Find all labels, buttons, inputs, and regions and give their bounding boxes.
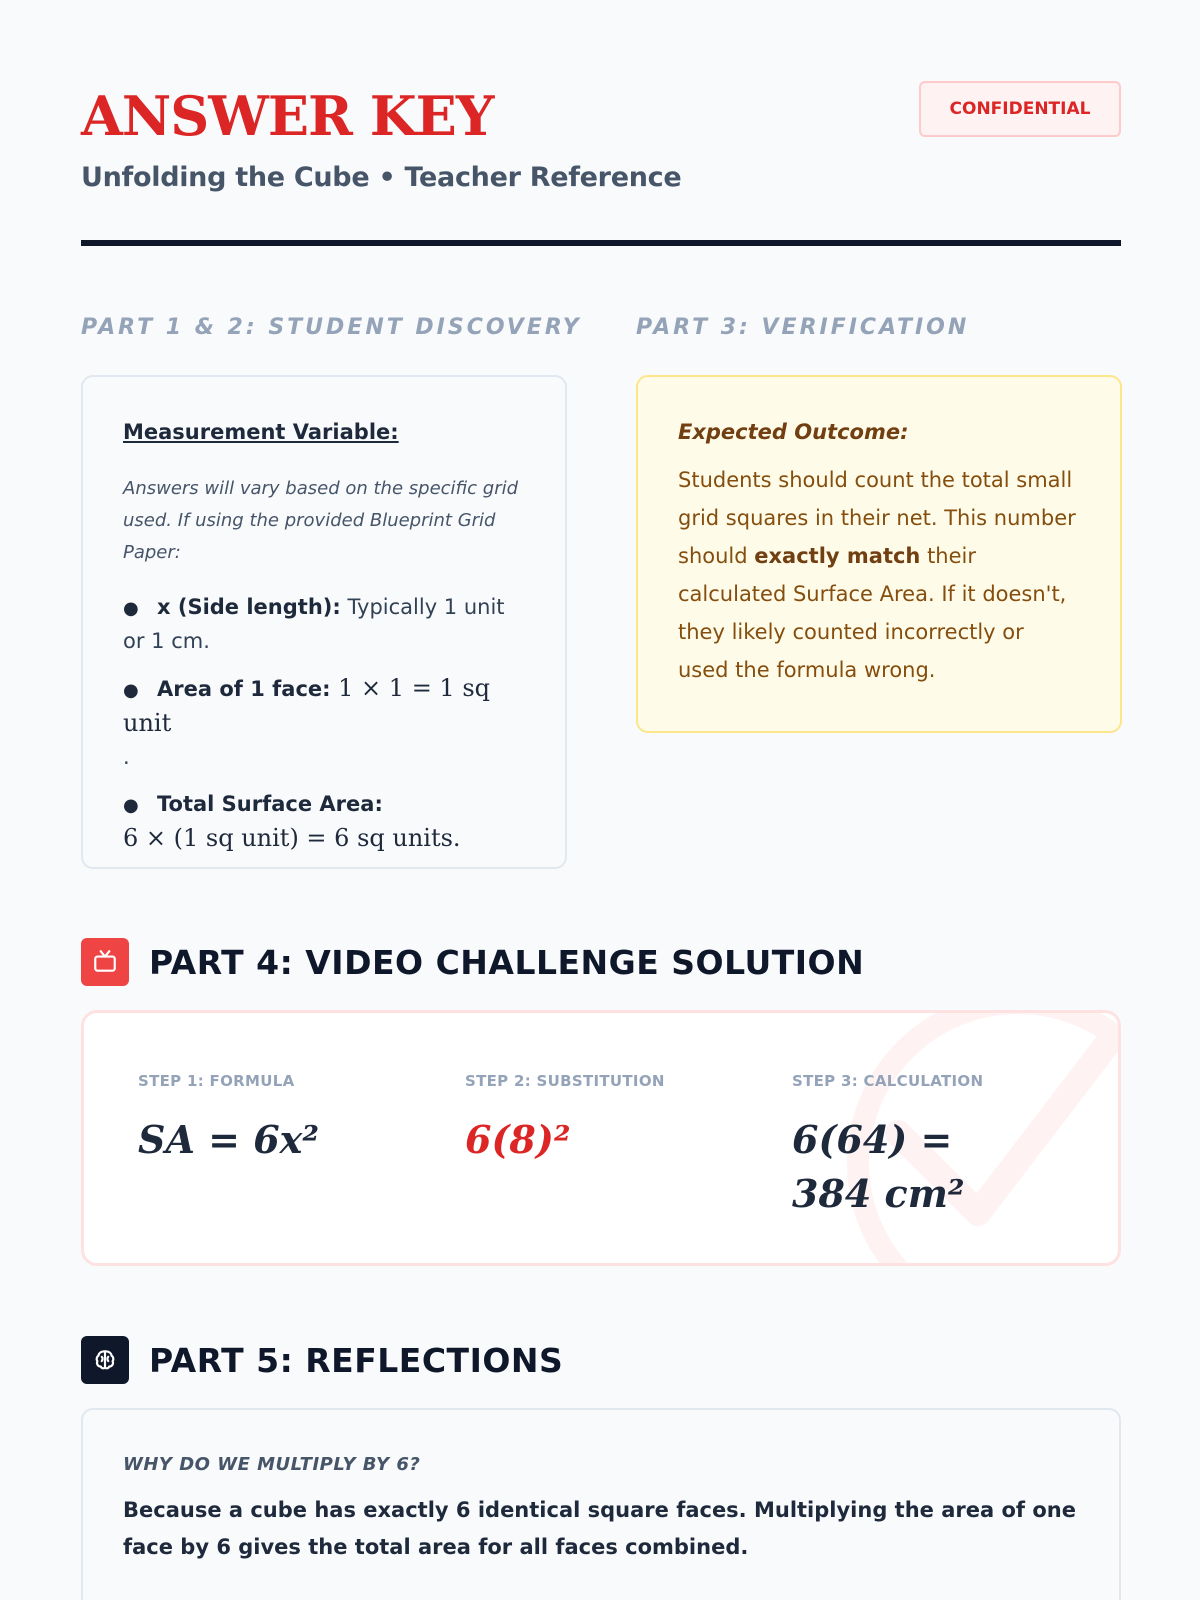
step-label: STEP 2: SUBSTITUTION bbox=[465, 1072, 665, 1090]
step-label: STEP 3: CALCULATION bbox=[792, 1072, 984, 1090]
list-item bbox=[123, 591, 525, 658]
step-calculation bbox=[792, 1071, 1032, 1221]
bullet-icon: ● bbox=[123, 795, 139, 816]
bullet-label: Area of 1 face: bbox=[157, 677, 331, 701]
bullet-icon: ● bbox=[123, 680, 139, 701]
list-item bbox=[123, 788, 525, 856]
step-label: STEP 1: FORMULA bbox=[138, 1072, 295, 1090]
verification-heading: PART 3: VERIFICATION bbox=[636, 315, 970, 340]
outcome-text-part: their calculated Surface Area. If it doesn't, they likely counted incorrectly or used the formula wrong. bbox=[678, 544, 1067, 682]
reflection-answer: Because a cube has exactly 6 identical square faces. Multiplying the area of one face by 6 gives the total area for all faces combined. bbox=[123, 1498, 1076, 1559]
reflections-heading bbox=[81, 1336, 563, 1384]
measurement-card bbox=[81, 375, 567, 869]
bullet-text: Typically 1 unit or 1 cm. bbox=[123, 595, 505, 653]
bullet-icon: ● bbox=[123, 598, 139, 619]
outcome-card bbox=[636, 375, 1122, 733]
brain-icon bbox=[81, 1336, 129, 1384]
bullet-text: . bbox=[123, 745, 130, 769]
measurement-title: Measurement Variable: bbox=[123, 420, 399, 444]
step-value: 6(64) = 384 cm² bbox=[792, 1117, 965, 1216]
step-formula bbox=[138, 1071, 438, 1167]
video-solution-card bbox=[81, 1010, 1121, 1266]
section-title: PART 4: VIDEO CHALLENGE SOLUTION bbox=[149, 942, 865, 982]
bullet-label: x (Side length): bbox=[157, 595, 341, 619]
page-title: ANSWER KEY bbox=[81, 84, 494, 148]
tv-icon bbox=[81, 938, 129, 986]
outcome-text bbox=[678, 461, 1080, 689]
discovery-heading: PART 1 & 2: STUDENT DISCOVERY bbox=[81, 315, 582, 340]
outcome-text-part: Students should count the total small grid squares in their net. This number should bbox=[678, 468, 1076, 568]
video-challenge-heading bbox=[81, 938, 864, 986]
outcome-emphasis: exactly match bbox=[754, 544, 921, 568]
outcome-title: Expected Outcome: bbox=[678, 420, 909, 444]
header-divider bbox=[81, 240, 1121, 246]
step-value: 6(8)² bbox=[465, 1117, 571, 1162]
bullet-math: 6 × (1 sq unit) = 6 sq units. bbox=[123, 824, 461, 852]
step-value: SA = 6x² bbox=[138, 1117, 319, 1162]
bullet-label: Total Surface Area: bbox=[157, 792, 383, 816]
reflection-question: WHY DO WE MULTIPLY BY 6? bbox=[123, 1454, 421, 1475]
page-subtitle: Unfolding the Cube • Teacher Reference bbox=[81, 162, 682, 193]
list-item bbox=[123, 672, 525, 774]
measurement-list bbox=[123, 591, 525, 856]
confidential-badge: CONFIDENTIAL bbox=[919, 81, 1121, 137]
step-substitution bbox=[465, 1071, 765, 1167]
reflections-card bbox=[81, 1408, 1121, 1600]
section-title: PART 5: REFLECTIONS bbox=[149, 1340, 564, 1380]
measurement-note: Answers will vary based on the specific grid used. If using the provided Blueprint Grid Paper: bbox=[123, 478, 519, 563]
bullet-math: 1 × 1 = 1 sq unit bbox=[123, 674, 491, 737]
